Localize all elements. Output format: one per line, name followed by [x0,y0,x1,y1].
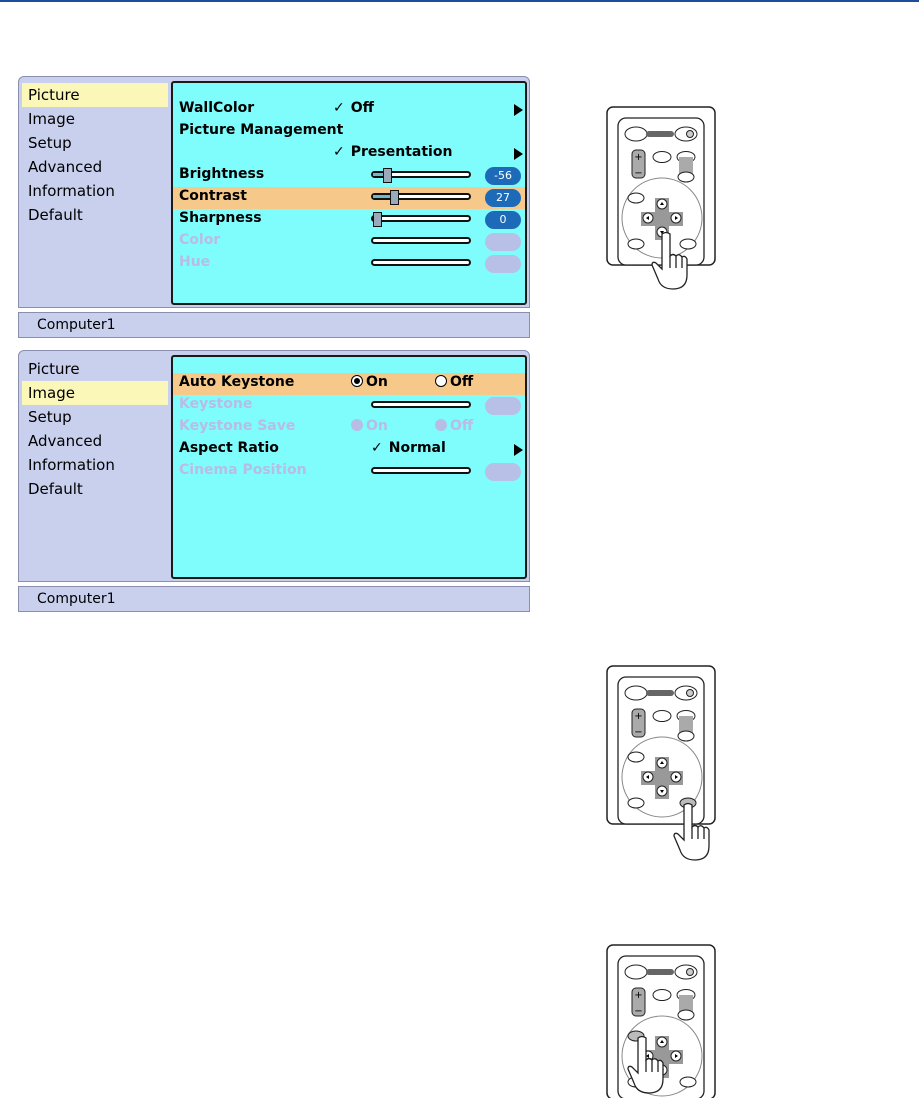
picture-management-label: Picture Management [179,122,344,138]
color-value [485,233,521,251]
check-icon: ✓ [333,100,345,116]
remote-graphic [606,665,718,855]
menu-frame [18,76,530,308]
source-status-bar: Computer1 [18,586,530,612]
row-wallcolor[interactable] [173,99,525,121]
brightness-label: Brightness [179,166,265,182]
slider-knob[interactable] [383,168,392,183]
row-aspect-ratio[interactable] [173,439,525,461]
row-sharpness[interactable] [173,209,525,231]
cinema-position-value [485,463,521,481]
radio-selected-icon[interactable] [351,375,363,387]
sidebar-item-image[interactable]: Image [28,110,75,128]
svg-text:+: + [634,711,643,722]
wallcolor-value: ✓ Off [333,100,374,116]
keystone-save-off-option: Off [435,418,473,434]
osd-menu-picture [18,76,530,340]
remote-graphic [606,944,718,1098]
sidebar-item-setup[interactable]: Setup [28,134,72,152]
hue-value [485,255,521,273]
contrast-value: 27 [485,189,521,207]
slider-fill [373,195,390,198]
sharpness-slider[interactable] [371,215,471,222]
source-status-bar: Computer1 [18,312,530,338]
radio-empty-icon[interactable] [435,375,447,387]
cinema-position-slider [371,467,471,474]
row-keystone-save [173,417,525,439]
sidebar-item-image[interactable]: Image [22,381,168,405]
auto-keystone-off-option[interactable]: Off [435,374,473,390]
brightness-slider[interactable] [371,171,471,178]
auto-keystone-label: Auto Keystone [179,374,295,390]
row-keystone [173,395,525,417]
sidebar-item-advanced[interactable]: Advanced [28,158,103,176]
aspect-ratio-label: Aspect Ratio [179,440,279,456]
check-icon: ✓ [333,144,345,160]
check-icon: ✓ [371,440,383,456]
keystone-save-label: Keystone Save [179,418,296,434]
sidebar-item-default[interactable]: Default [28,206,83,224]
submenu-arrow-icon[interactable] [514,104,523,116]
sidebar-item-picture[interactable]: Picture [22,83,168,107]
settings-panel [171,355,527,579]
hue-slider [371,259,471,266]
color-label: Color [179,232,221,248]
color-slider [371,237,471,244]
osd-menu-image [18,350,530,614]
cinema-position-label: Cinema Position [179,462,307,478]
contrast-slider[interactable] [371,193,471,200]
slider-knob[interactable] [373,212,382,227]
row-picture-management[interactable] [173,121,525,143]
row-contrast[interactable] [173,187,525,209]
auto-keystone-on-option[interactable]: On [351,374,388,390]
sidebar-item-setup[interactable]: Setup [28,408,72,426]
sharpness-value: 0 [485,211,521,229]
wallcolor-label: WallColor [179,100,255,116]
row-brightness[interactable] [173,165,525,187]
sidebar-item-information[interactable]: Information [28,456,115,474]
sidebar-item-picture[interactable]: Picture [28,360,80,378]
top-rule [0,0,919,2]
svg-text:−: − [634,1006,643,1017]
sidebar-item-default[interactable]: Default [28,480,83,498]
menu-frame [18,350,530,582]
slider-knob[interactable] [390,190,399,205]
contrast-label: Contrast [179,188,247,204]
keystone-slider [371,401,471,408]
submenu-arrow-icon[interactable] [514,148,523,160]
aspect-ratio-value: ✓ Normal [371,440,446,456]
radio-disabled-icon [351,419,363,431]
row-auto-keystone[interactable] [173,373,525,395]
radio-disabled-icon [435,419,447,431]
brightness-value: -56 [485,167,521,185]
svg-text:−: − [634,168,643,179]
svg-text:+: + [634,990,643,1001]
svg-text:+: + [634,152,643,163]
settings-panel [171,81,527,305]
remote-graphic [606,106,718,296]
slider-fill [373,173,383,176]
keystone-label: Keystone [179,396,253,412]
row-hue [173,253,525,275]
sidebar-item-information[interactable]: Information [28,182,115,200]
menu-sidebar [22,357,172,501]
picture-management-value: ✓ Presentation [333,144,453,160]
svg-text:−: − [634,727,643,738]
keystone-value [485,397,521,415]
row-color [173,231,525,253]
sidebar-item-advanced[interactable]: Advanced [28,432,103,450]
row-cinema-position [173,461,525,483]
hue-label: Hue [179,254,211,270]
submenu-arrow-icon[interactable] [514,444,523,456]
sharpness-label: Sharpness [179,210,262,226]
row-picture-management-value[interactable] [173,143,525,165]
keystone-save-on-option: On [351,418,388,434]
menu-sidebar [22,83,172,227]
